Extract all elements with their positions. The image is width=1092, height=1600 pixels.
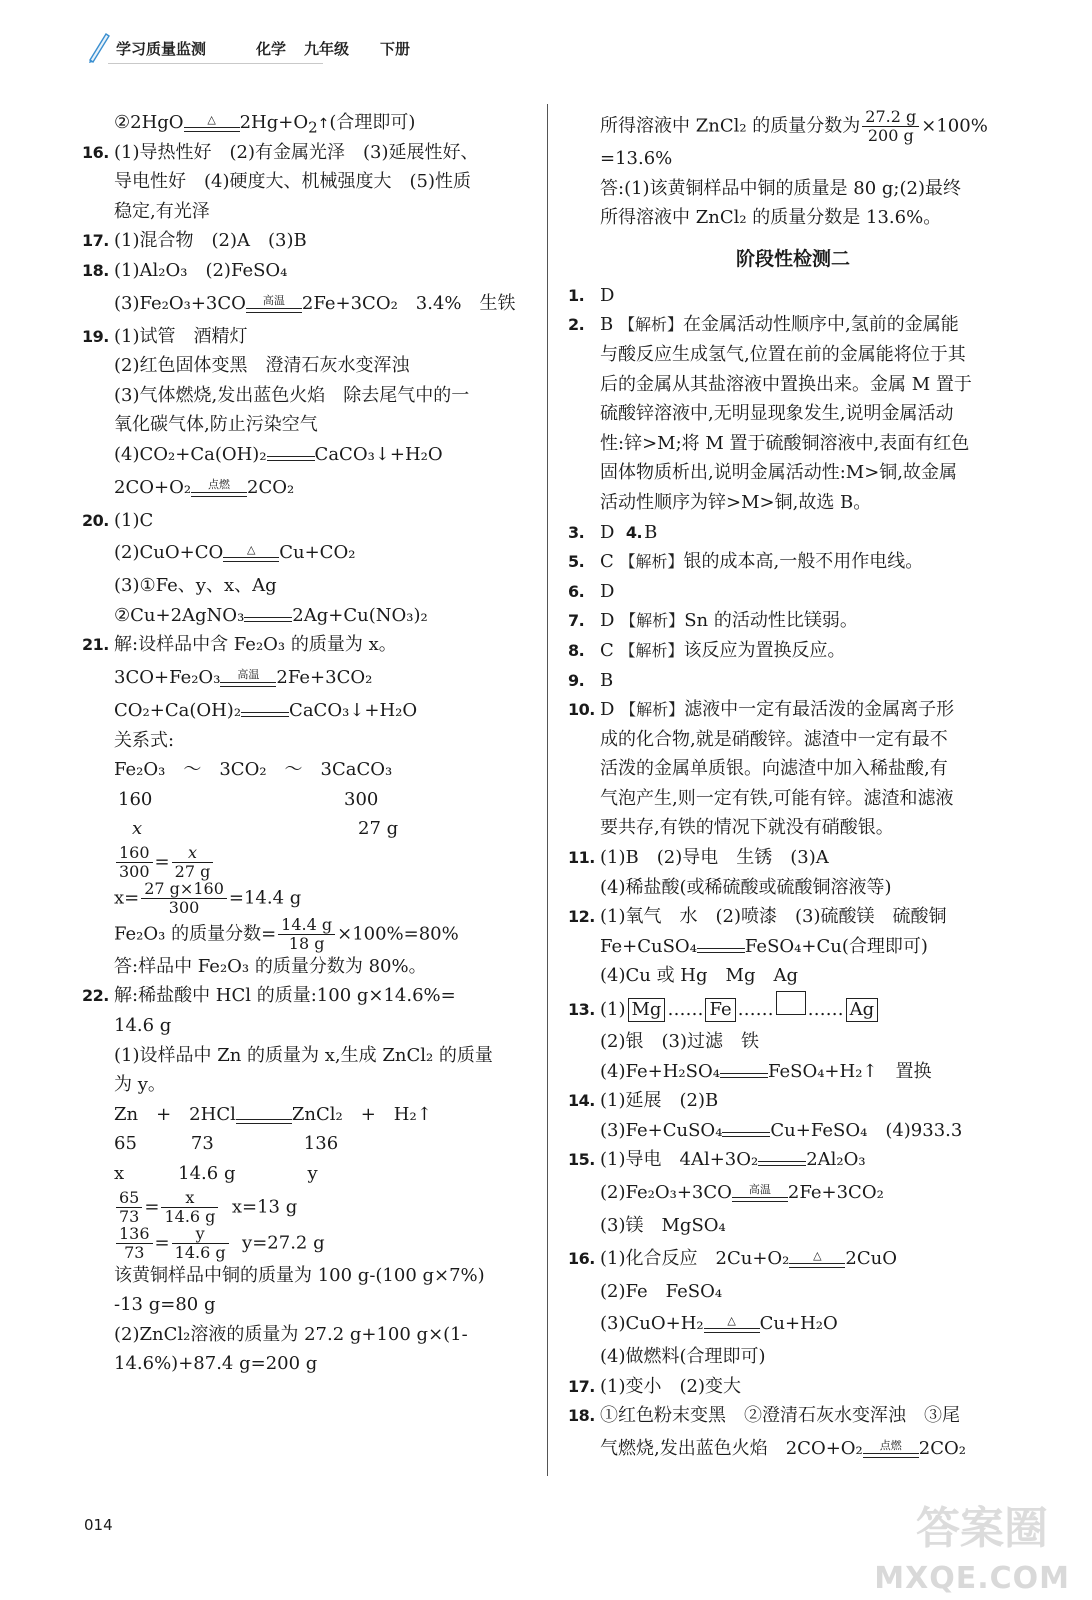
answer-line: (3)Fe+CuSO₄ Cu+FeSO₄ (4)933.3 [600,1119,963,1141]
answer-line: Fe₂O₃ ～ 3CO₂ ～ 3CaCO₃ [114,759,393,781]
answer-16: 16. (1)化合反应 2Cu+O₂ △ 2CuO [568,1247,897,1269]
header-series: 学习质量监测 [116,40,207,58]
answer-line: 活泼的金属单质银。向滤渣中加入稀盐酸,有 [600,758,948,780]
answer-line: 导电性好 (4)硬度大、机械强度大 (5)性质 [114,171,471,193]
answer-line: 3CO+Fe₂O₃ 高温 2Fe+3CO₂ [114,666,373,688]
answer-line: (3)CuO+H₂ △ Cu+H₂O [600,1313,838,1335]
answer-1: 1. D [568,284,615,306]
answer-line: (3)Fe₂O₃+3CO 高温 2Fe+3CO₂ 3.4% 生铁 [114,292,516,314]
answer-line: (2)Fe₂O₃+3CO 高温 2Fe+3CO₂ [600,1182,884,1203]
answer-line: 关系式: [114,729,175,751]
answer-19: 19. (1)试管 酒精灯 [82,325,248,347]
answer-line: Fe+CuSO₄ FeSO₄+Cu(合理即可) [600,935,928,957]
answer-line: (4)Fe+H₂SO₄ FeSO₄+H₂↑ 置换 [600,1060,932,1082]
answer-line: 14.6%)+87.4 g=200 g [114,1353,318,1375]
answer-12: 12. (1)氧气 水 (2)喷漆 (3)硫酸镁 硫酸铜 [568,906,947,928]
answer-line: x 27 g [132,818,399,840]
answer-15: 15. (1)导电 4Al+3O₂ 2Al₂O₃ [568,1149,866,1171]
answer-17: 17. (1)变小 (2)变大 [568,1375,741,1397]
section-title: 阶段性检测二 [735,247,850,270]
answer-line: 后的金属从其盐溶液中置换出来。金属 M 置于 [600,373,972,395]
answer-line: x 14.6 g y [114,1163,318,1185]
answer-line: Zn + 2HCl ZnCl₂ + H₂↑ [114,1103,432,1125]
answer-6: 6. D [568,580,615,602]
watermark-logo: 答案圈 [916,1503,1048,1554]
answer-line: 要共存,有铁的情况下就没有硝酸银。 [600,817,894,839]
left-column [82,108,532,1379]
answer-line: (1)设样品中 Zn 的质量为 x,生成 ZnCl₂ 的质量 [114,1044,493,1066]
metal-box-fe: Fe [705,998,735,1022]
answer-line: 为 y。 [114,1074,166,1096]
fraction-line: $\frac{136}{73}$ = $\frac{y}{14.6 g}$ y=27.2 g [82,1225,532,1261]
page-header [86,30,506,64]
pen-icon [86,30,112,64]
answer-line: (2)Fe FeSO₄ [600,1280,723,1302]
answer-line: (2)红色固体变黑 澄清石灰水变浑浊 [114,355,410,377]
header-term: 下册 [380,40,411,58]
answer-line: 所得溶液中 ZnCl₂ 的质量分数是 13.6%。 [600,207,942,229]
answer-line: (3)镁 MgSO₄ [600,1215,726,1236]
answer-line: (3)①Fe、y、x、Ag [114,575,277,597]
answer-line: 成的化合物,就是硝酸锌。滤渣中一定有最不 [600,728,948,750]
answer-line: -13 g=80 g [114,1294,216,1316]
answer-line: (4)CO₂+Ca(OH)₂ CaCO₃↓+H₂O [114,443,443,465]
page-number: 014 [84,1516,113,1534]
answer-7: 7. D 【解析】Sn 的活动性比镁弱。 [568,610,858,632]
answer-line: (2)ZnCl₂溶液的质量为 27.2 g+100 g×(1- [114,1323,468,1345]
answer-line: 稳定,有光泽 [114,200,210,222]
answer-21: 21. 解:设样品中含 Fe₂O₃ 的质量为 x。 [82,634,397,656]
answer-line: (2)CuO+CO △ Cu+CO₂ [114,542,356,564]
answer-line: 氧化碳气体,防止污染空气 [114,414,318,436]
header-rule [108,63,323,64]
answer-line: 14.6 g [114,1015,172,1037]
answer-line: ②2HgO △ $2Hg+O_2↑$(合理即可) [114,112,416,137]
answer-line: 答:样品中 Fe₂O₃ 的质量分数为 80%。 [114,955,427,977]
answer-line: 答:(1)该黄铜样品中铜的质量是 80 g;(2)最终 [600,177,961,199]
right-column [568,108,1018,1467]
answer-line: 硫酸锌溶液中,无明显现象发生,说明金属活动 [600,403,954,425]
header-subject: 化学 [256,40,287,58]
answer-16: 16. (1)导热性好 (2)有金属光泽 (3)延展性好、 [82,141,479,163]
answer-11: 11. (1)B (2)导电 生锈 (3)A [568,847,829,869]
metal-box-ag: Ag [846,998,879,1022]
answer-line: (4)做燃料(合理即可) [600,1346,766,1368]
answer-18: 18. ①红色粉末变黑 ②澄清石灰水变浑浊 ③尾 [568,1405,960,1427]
answer-13: 13. (1) Mg …… Fe …… …… Ag [568,991,1018,1027]
answer-20: 20. (1)C [82,509,154,531]
answer-line: 气燃烧,发出蓝色火焰 2CO+O₂ 点燃 2CO₂ [600,1437,966,1459]
column-divider [547,104,548,1476]
answer-line: =13.6% [600,148,673,169]
fraction-line: x= $\frac{27 g\times 160}{300}$ =14.4 g [114,878,302,917]
answer-line: CO₂+Ca(OH)₂ CaCO₃↓+H₂O [114,699,418,721]
answer-5: 5. C 【解析】银的成本高,一般不用作电线。 [568,551,924,573]
answer-14: 14. (1)延展 (2)B [568,1090,719,1112]
answer-line: (4)稀盐酸(或稀硫酸或硫酸铜溶液等) [600,876,892,898]
answer-10: 10. D 【解析】滤液中一定有最活泼的金属离子形 [568,699,955,721]
answer-line: (3)气体燃烧,发出蓝色火焰 除去尾气中的一 [114,384,470,406]
answer-3-4: 3. D 4. B [568,521,658,543]
answer-line: (4)Cu 或 Hg Mg Ag [600,965,798,987]
answer-line: 性:锌>M;将 M 置于硫酸铜溶液中,表面有红色 [600,432,970,454]
answer-22: 22. 解:稀盐酸中 HCl 的质量:100 g×14.6%= [82,985,456,1007]
answer-8: 8. C 【解析】该反应为置换反应。 [568,639,846,661]
fraction-line: $\frac{65}{73}$ = $\frac{x}{14.6 g}$ x=13 g [82,1189,532,1225]
answer-line: 该黄铜样品中铜的质量为 100 g-(100 g×7%) [114,1264,485,1286]
answer-line: 活动性顺序为锌>M>铜,故选 B。 [600,491,872,513]
fraction-line: 所得溶液中 ZnCl₂ 的质量分数为 $\frac{27.2 g}{200 g}$ ×100% [600,107,988,145]
fraction-line: Fe₂O₃ 的质量分数= $\frac{14.4 g}{18 g}$ ×100%=80% [114,914,459,953]
answer-line: (2)银 (3)过滤 铁 [600,1031,759,1053]
answer-line: 2CO+O₂ 点燃 2CO₂ [114,476,295,498]
answer-line: 固体物质析出,说明金属活动性:M>铜,故金属 [600,462,958,484]
answer-line: 160 300 [118,788,379,810]
answer-line: 与酸反应生成氢气,位置在前的金属能将位于其 [600,343,966,365]
answer-2: 2. B 【解析】在金属活动性顺序中,氢前的金属能 [568,314,959,336]
metal-box-mg: Mg [628,998,666,1022]
answer-line: ②Cu+2AgNO₃ 2Ag+Cu(NO₃)₂ [114,604,428,626]
answer-18: 18. (1)Al₂O₃ (2)FeSO₄ [82,259,288,281]
fraction-line: $\frac{160}{300}$ = $\frac{x}{27 g}$ [82,844,532,880]
watermark-url: MXQE.COM [874,1561,1070,1596]
answer-9: 9. B [568,669,614,691]
answer-17: 17. (1)混合物 (2)A (3)B [82,230,307,252]
answer-line: 65 73 136 [114,1133,339,1155]
answer-line: 气泡产生,则一定有铁,可能有锌。滤渣和滤液 [600,787,954,809]
metal-box-blank [776,991,806,1015]
header-grade: 九年级 [304,40,350,58]
